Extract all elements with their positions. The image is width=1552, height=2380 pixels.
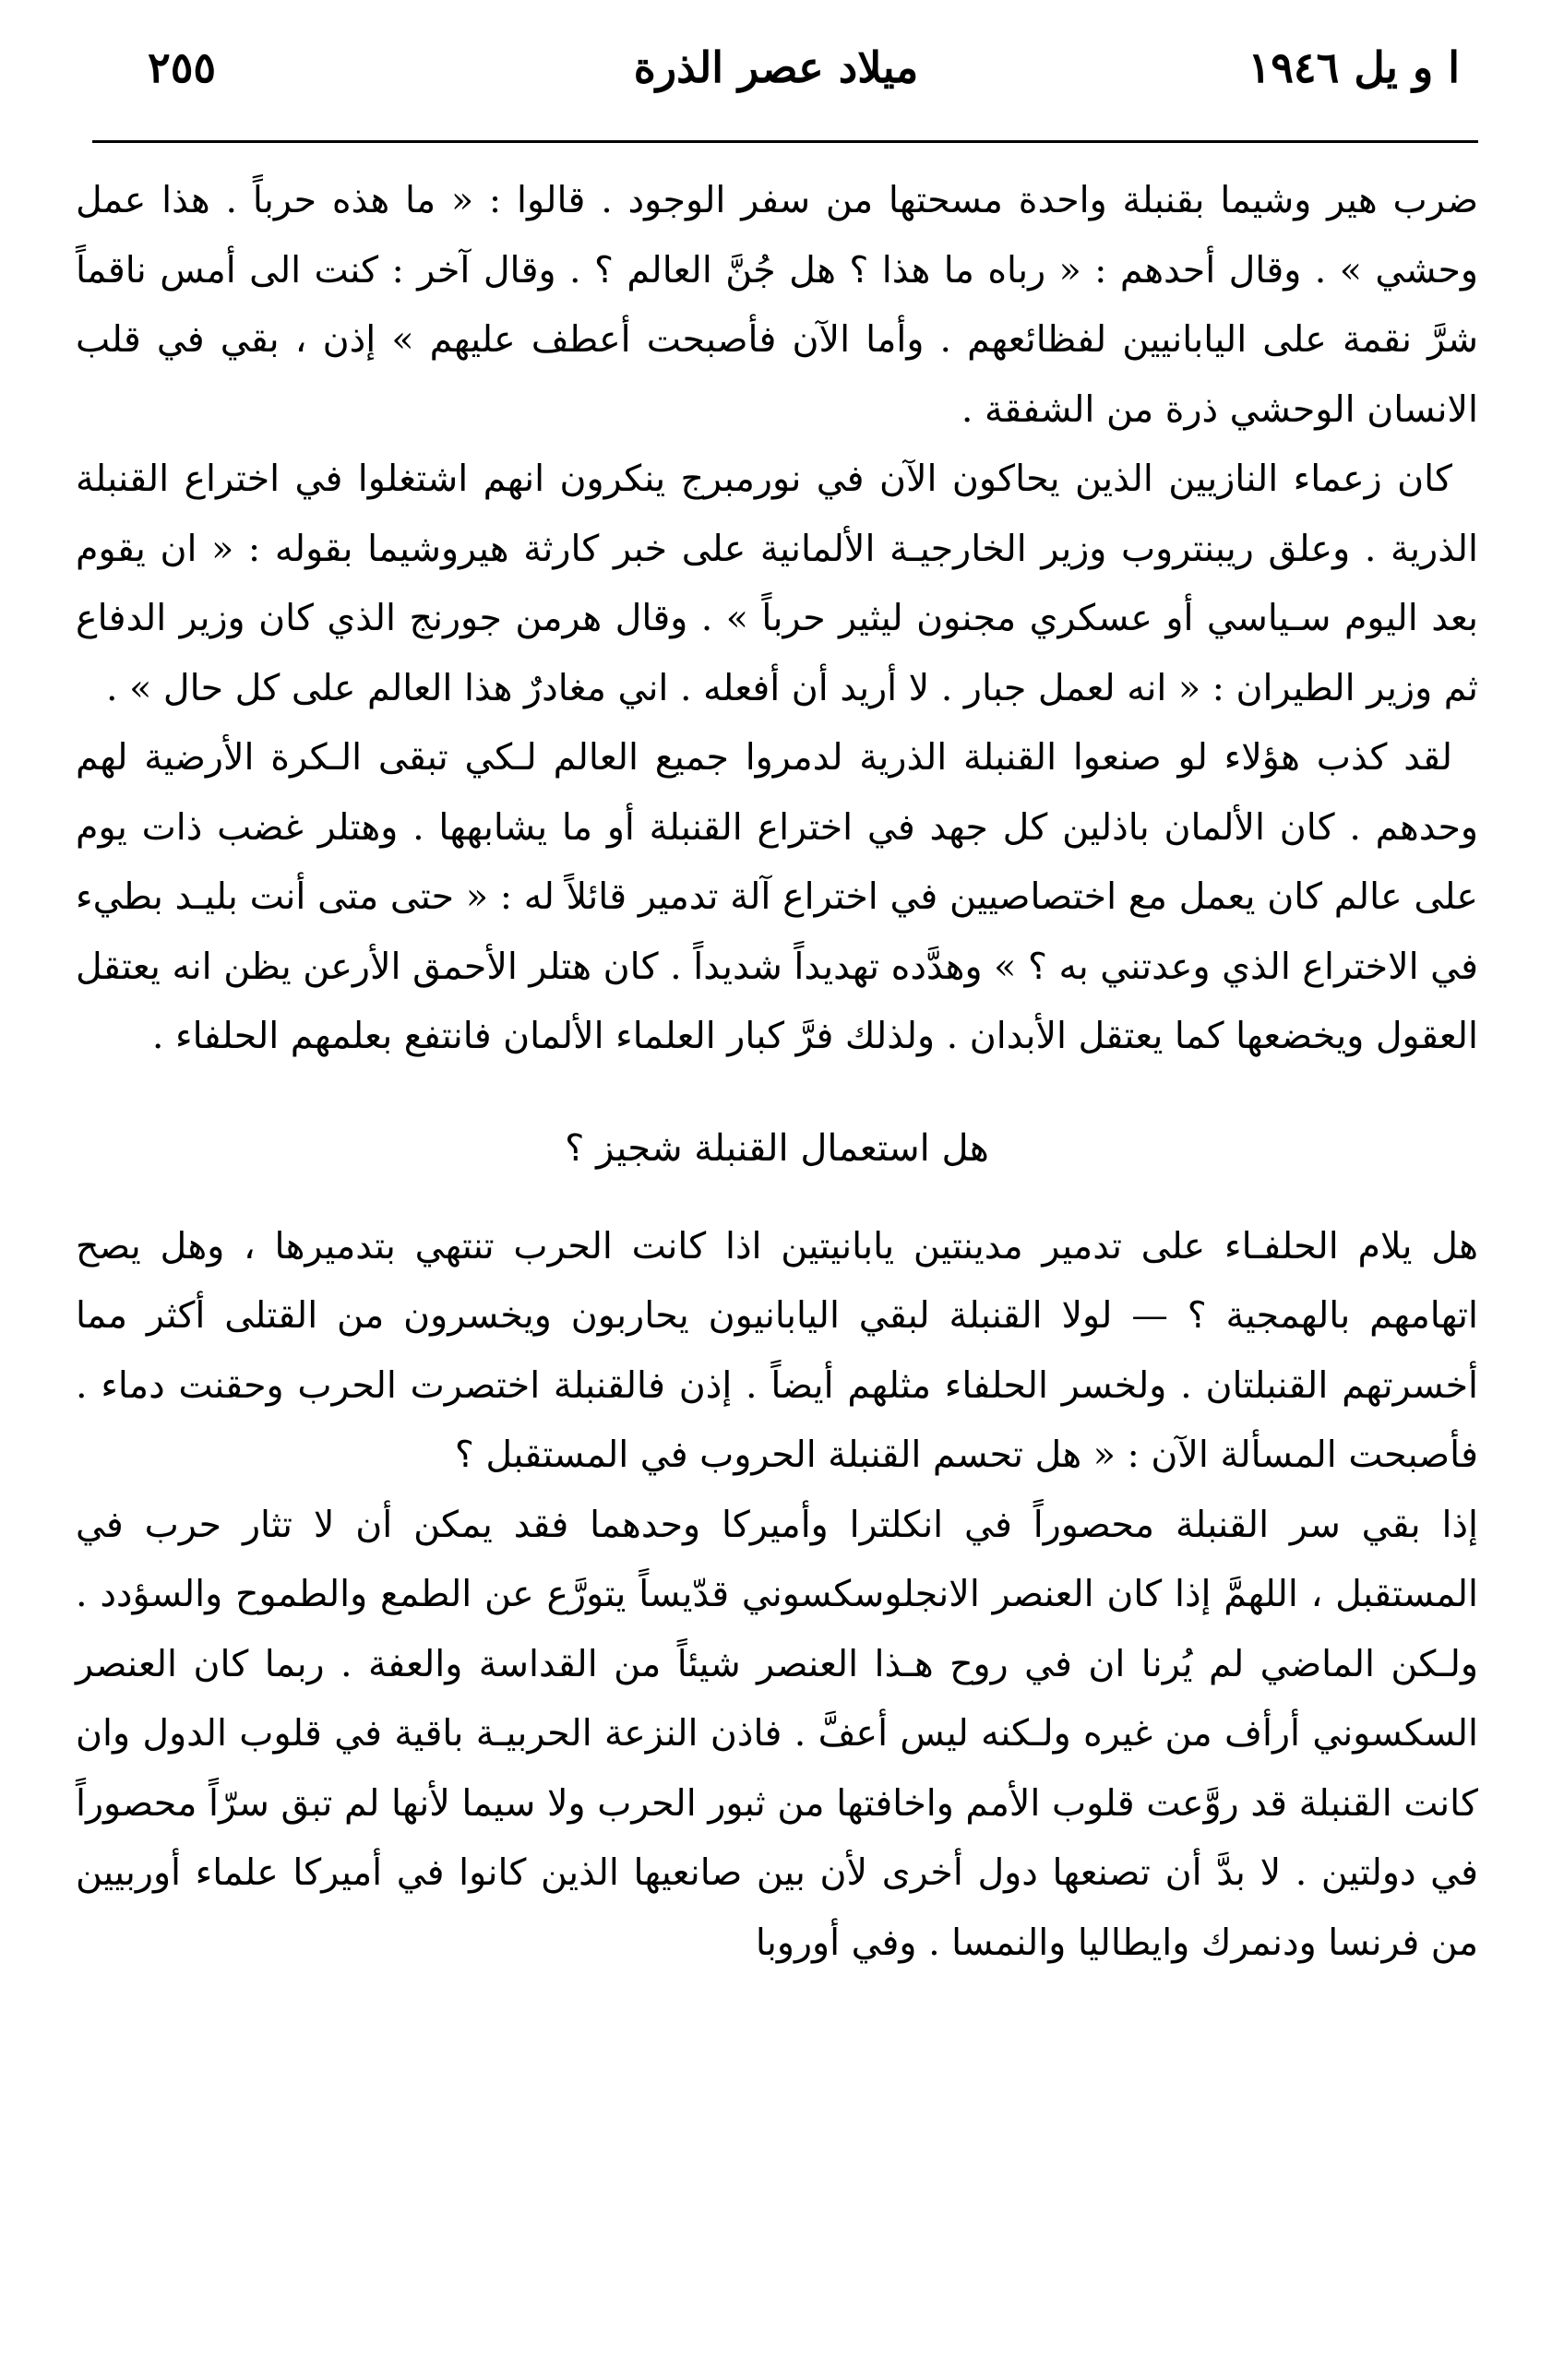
header-date: ا و يل ١٩٤٦ — [1248, 42, 1460, 92]
paragraph-5: إذا بقي سر القنبلة محصوراً في انكلترا وأميركا وحدهما فقد يمكن أن لا تثار حرب في المستقبل ، اللهمَّ إذا كان العنصر الانجلوسكسوني قدّيساً يتورَّع عن الطمع والطموح والسؤدد . ولـكن الماضي لم يُرنا ان في روح هـذا العنصر شيئاً من القداسة والعفة . ربما كان العنصر السكسوني أرأف من غيره ولـكنه ليس أعفَّ . فاذن النزعة الحربيـة باقية في قلوب الدول وان كانت القنبلة قد روَّعت قلوب الأمم واخافتها من ثبور الحرب ولا سيما لأنها لم تبق سرّاً محصوراً في دولتين . لا بدَّ أن تصنعها دول أخرى لأن بين صانعيها الذين كانوا في أميركا علماء أوربيين من فرنسا ودنمرك وايطاليا والنمسا . وفي أوروبا — [76, 1503, 1478, 1964]
header-divider — [92, 140, 1478, 143]
paragraph-1: ضرب هير وشيما بقنبلة واحدة مسحتها من سفر الوجود . قالوا : « ما هذه حرباً . هذا عمل وحشي » . وقال أحدهم : « رباه ما هذا ؟ هل جُنَّ العالم ؟ . وقال آخر : كنت الى أمس ناقماً شرَّ نقمة على اليابانيين لفظائعهم . وأما الآن فأصبحت أعطف عليهم » إذن ، بقي في قلب الانسان الوحشي ذرة من الشفقة . — [76, 179, 1478, 431]
page-number: ٢٥٥ — [148, 42, 217, 92]
running-header — [92, 35, 1460, 109]
section-heading: هل استعمال القنبلة شجيز ؟ — [565, 1126, 989, 1170]
paragraph-3: لقد كذب هؤلاء لو صنعوا القنبلة الذرية لدمروا جميع العالم لـكي تبقى الـكرة الأرضية لهم وحدهم . كان الألمان باذلين كل جهد في اختراع القنبلة أو ما يشابهها . وهتلر غضب ذات يوم على عالم كان يعمل مع اختصاصيين في اختراع آلة تدمير قائلاً له : « حتى متى أنت بليـد بطيء في الاختراع الذي وعدتني به ؟ » وهدَّده تهديداً شديداً . كان هتلر الأحمق الأرعن يظن انه يعتقل العقول ويخضعها كما يعتقل الأبدان . ولذلك فرَّ كبار العلماء الألمان فانتفع بعلمهم الحلفاء . — [76, 736, 1478, 1057]
paragraph-4: هل يلام الحلفـاء على تدمير مدينتين يابانيتين اذا كانت الحرب تنتهي بتدميرها ، وهل يصح اتهامهم بالهمجية ؟ — لولا القنبلة لبقي اليابانيون يحاربون ويخسرون من القتلى أكثر مما أخسرتهم القنبلتان . ولخسر الحلفاء مثلهم أيضاً . إذن فالقنبلة اختصرت الحرب وحقنت دماء . فأصبحت المسألة الآن : « هل تحسم القنبلة الحروب في المستقبل ؟ — [76, 1224, 1478, 1476]
paragraph-2: كان زعماء النازيين الذين يحاكون الآن في نورمبرج ينكرون انهم اشتغلوا في اختراع القنبلة الذرية . وعلق ريبنتروب وزير الخارجيـة الألمانية على خبر كارثة هيروشيما بقوله : « ان يقوم بعد اليوم سـياسي أو عسكري مجنون ليثير حرباً » . وقال هرمن جورنج الذي كان وزير الدفاع ثم وزير الطيران : « انه لعمل جبار . لا أريد أن أفعله . اني مغادرٌ هذا العالم على كل حال » . — [76, 458, 1478, 709]
header-title: ميلاد عصر الذرة — [633, 42, 919, 92]
document-body — [76, 166, 1478, 1978]
